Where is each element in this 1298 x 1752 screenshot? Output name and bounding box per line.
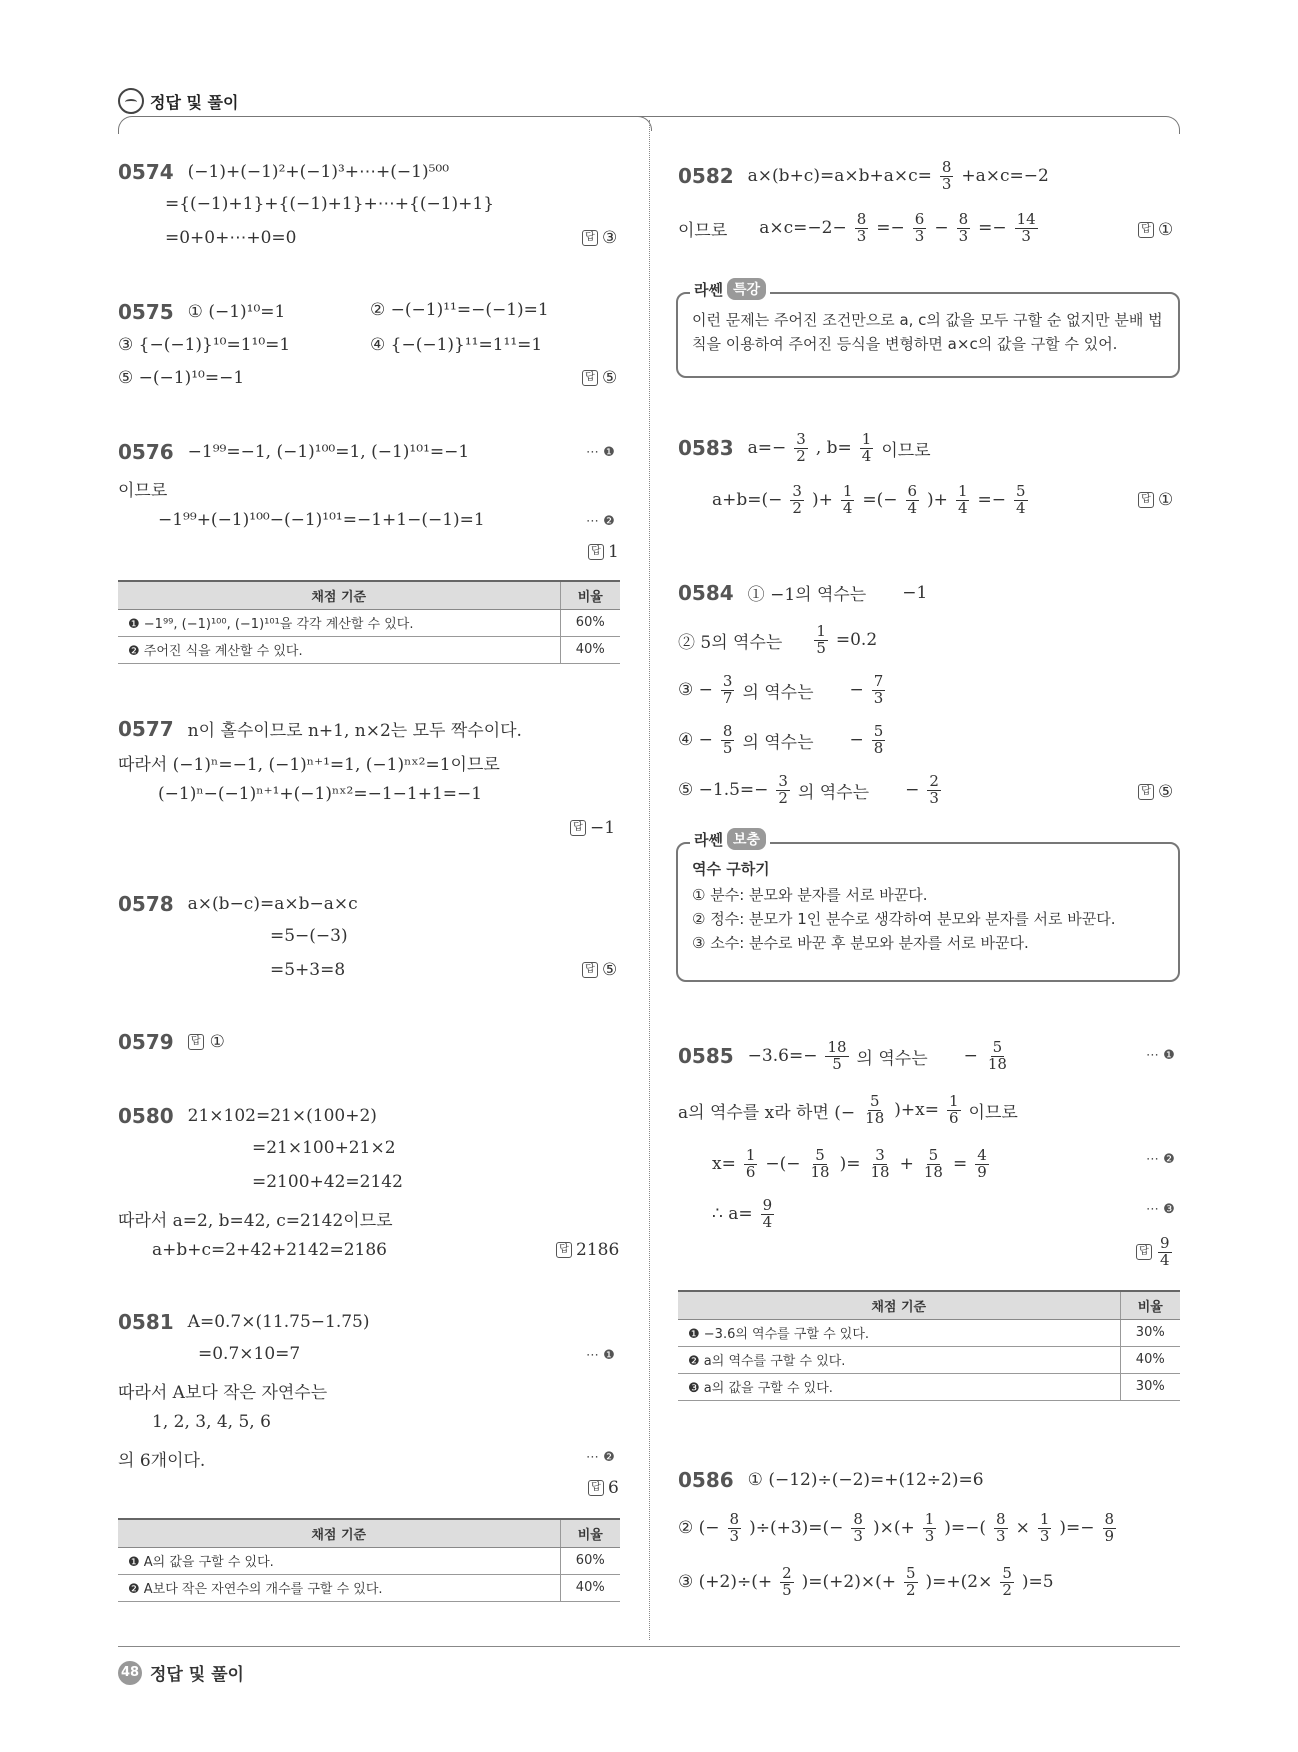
header <box>118 86 238 116</box>
answer-icon: 답 <box>1138 784 1154 800</box>
problem-number: 0582 <box>678 164 734 189</box>
frame-left <box>118 116 650 134</box>
note-text: 이런 문제는 주어진 조건만으로 a, c의 값을 모두 구할 순 없지만 분배 법칙을 이용하여 주어진 등식을 변형하면 a×c의 값을 구할 수 있어. <box>692 311 1163 353</box>
answer-icon: 답 <box>570 820 586 836</box>
line: ={(−1)+1}+{(−1)+1}+⋯+{(−1)+1} <box>165 194 495 214</box>
frame-right <box>650 116 1180 134</box>
line: 이므로 <box>118 481 168 501</box>
note-item: ② 정수: 분모가 1인 분수로 생각하여 분모와 분자를 서로 바꾼다. <box>692 910 1116 928</box>
line: =5−(−3) <box>270 926 348 946</box>
rubric-percent: 60% <box>560 1547 620 1574</box>
answer: 답 2186 <box>556 1240 619 1260</box>
answer: 답 ① <box>1138 490 1173 510</box>
problem-number: 0585 <box>678 1044 734 1069</box>
rubric-percent: 40% <box>560 1574 620 1601</box>
answer: 답 ⑤ <box>582 960 617 980</box>
line: a+b+c=2+42+2142=2186 <box>152 1240 387 1260</box>
item: ⑤ −(−1)¹⁰=−1 <box>118 368 245 388</box>
rubric-row: ❶ A의 값을 구할 수 있다. <box>118 1547 560 1574</box>
answer: 답 ③ <box>582 228 617 248</box>
note-supplement <box>676 830 1180 982</box>
answer-icon: 답 <box>582 370 598 386</box>
rubric-header: 채점 기준 <box>118 1519 560 1547</box>
problem-number: 0584 <box>678 580 734 605</box>
answer-icon: 답 <box>556 1242 572 1258</box>
rubric-row: ❷ a의 역수를 구할 수 있다. <box>678 1346 1120 1373</box>
step-marker: ⋯ ❸ <box>1146 1202 1175 1217</box>
answer-icon: 답 <box>188 1034 204 1050</box>
line: 따라서 (−1)ⁿ=−1, (−1)ⁿ⁺¹=1, (−1)ⁿˣ²=1이므로 <box>118 755 500 775</box>
answer: 답 $\frac{9}{4}$ <box>1136 1236 1174 1269</box>
rubric-row: ❷ A보다 작은 자연수의 개수를 구할 수 있다. <box>118 1574 560 1601</box>
line: a×(b+c)=a×b+a×c= <box>747 166 932 187</box>
line: (−1)ⁿ−(−1)ⁿ⁺¹+(−1)ⁿˣ²=−1−1+1=−1 <box>158 784 483 804</box>
step-marker: ⋯ ❷ <box>586 514 615 529</box>
problem-number: 0580 <box>118 1104 174 1128</box>
step-marker: ⋯ ❷ <box>1146 1152 1175 1167</box>
line: 따라서 a=2, b=42, c=2142이므로 <box>118 1211 393 1231</box>
rubric-row: ❶ −3.6의 역수를 구할 수 있다. <box>678 1319 1120 1346</box>
header-title: 정답 및 풀이 <box>150 92 239 112</box>
line: −1⁹⁹+(−1)¹⁰⁰−(−1)¹⁰¹=−1+1−(−1)=1 <box>158 510 485 530</box>
rubric-percent: 30% <box>1120 1319 1180 1346</box>
rubric-percent: 40% <box>1120 1346 1180 1373</box>
rubric-header: 채점 기준 <box>118 581 560 609</box>
item: ④ {−(−1)}¹¹=1¹¹=1 <box>370 335 543 355</box>
line: 1, 2, 3, 4, 5, 6 <box>152 1412 271 1432</box>
problem-number: 0586 <box>678 1468 734 1492</box>
rubric-header: 비율 <box>1120 1291 1180 1319</box>
line: 21×102=21×(100+2) <box>187 1106 377 1126</box>
answer-icon: 답 <box>1138 222 1154 238</box>
line: =2100+42=2142 <box>252 1172 403 1192</box>
footer <box>118 1660 244 1685</box>
answer: 답 −1 <box>570 818 615 838</box>
answer: 답 1 <box>588 542 619 562</box>
problem-number: 0581 <box>118 1310 174 1334</box>
page-number: 48 <box>118 1661 142 1685</box>
note-lecture <box>676 280 1180 378</box>
footer-rule <box>118 1646 1180 1647</box>
rubric-header: 채점 기준 <box>678 1291 1120 1319</box>
note-title: 역수 구하기 <box>692 860 770 878</box>
problem-number: 0576 <box>118 440 174 464</box>
rubric-header: 비율 <box>560 1519 620 1547</box>
rubric-percent: 40% <box>560 636 620 663</box>
problem-number: 0579 <box>118 1030 174 1054</box>
note-tag: 라쎈 특강 <box>690 278 770 300</box>
line: 이므로 <box>678 220 728 241</box>
column-divider <box>649 120 650 1640</box>
line: =21×100+21×2 <box>252 1138 396 1158</box>
rubric-row: ❶ −1⁹⁹, (−1)¹⁰⁰, (−1)¹⁰¹을 각각 계산할 수 있다. <box>118 609 560 636</box>
rubric-table <box>678 1290 1180 1401</box>
mascot-icon <box>118 88 144 114</box>
line: n이 홀수이므로 n+1, n×2는 모두 짝수이다. <box>187 721 522 741</box>
item: ② −(−1)¹¹=−(−1)=1 <box>370 300 549 320</box>
problem-number: 0574 <box>118 160 174 184</box>
answer: 답 ⑤ <box>1138 782 1173 802</box>
answer: 답 6 <box>588 1478 619 1498</box>
answer-icon: 답 <box>582 230 598 246</box>
line: 의 6개이다. <box>118 1451 206 1471</box>
step-marker: ⋯ ❶ <box>586 445 615 460</box>
fraction: $\frac{8}{3}$ <box>941 158 952 193</box>
item: ③ {−(−1)}¹⁰=1¹⁰=1 <box>118 335 291 355</box>
line: a×c=−2− <box>759 218 847 239</box>
problem-number: 0583 <box>678 436 734 461</box>
step-marker: ⋯ ❷ <box>586 1450 615 1465</box>
rubric-row: ❷ 주어진 식을 계산할 수 있다. <box>118 636 560 663</box>
answer-icon: 답 <box>588 544 604 560</box>
step-marker: ⋯ ❶ <box>586 1348 615 1363</box>
line: A=0.7×(11.75−1.75) <box>187 1312 370 1332</box>
problem-number: 0577 <box>118 716 174 741</box>
step-marker: ⋯ ❶ <box>1146 1048 1175 1063</box>
item: ① (−1)¹⁰=1 <box>187 302 286 322</box>
note-item: ① 분수: 분모와 분자를 서로 바꾼다. <box>692 886 928 904</box>
problem-number: 0578 <box>118 892 174 916</box>
answer: 답 ① <box>1138 220 1173 240</box>
rubric-row: ❸ a의 값을 구할 수 있다. <box>678 1373 1120 1400</box>
rubric-header: 비율 <box>560 581 620 609</box>
rubric-table <box>118 1518 620 1602</box>
line: a×(b−c)=a×b−a×c <box>187 894 358 914</box>
line: 따라서 A보다 작은 자연수는 <box>118 1383 328 1403</box>
line: =0+0+⋯+0=0 <box>165 228 297 248</box>
footer-title: 정답 및 풀이 <box>150 1665 244 1685</box>
line: (−1)+(−1)²+(−1)³+⋯+(−1)⁵⁰⁰ <box>187 162 450 182</box>
note-tag: 라쎈 보충 <box>690 828 770 850</box>
answer: 답 ⑤ <box>582 368 617 388</box>
line: −1⁹⁹=−1, (−1)¹⁰⁰=1, (−1)¹⁰¹=−1 <box>187 442 470 462</box>
note-item: ③ 소수: 분수로 바꾼 후 분모와 분자를 서로 바꾼다. <box>692 934 1029 952</box>
problem-number: 0575 <box>118 300 174 324</box>
answer-icon: 답 <box>1136 1244 1152 1260</box>
rubric-table <box>118 580 620 664</box>
line: =0.7×10=7 <box>198 1344 301 1364</box>
answer-icon: 답 <box>588 1480 604 1496</box>
rubric-percent: 30% <box>1120 1373 1180 1400</box>
rubric-percent: 60% <box>560 609 620 636</box>
line: +a×c=−2 <box>961 166 1049 187</box>
answer-icon: 답 <box>582 962 598 978</box>
line: =5+3=8 <box>270 960 346 980</box>
answer: ① <box>209 1032 225 1052</box>
answer-icon: 답 <box>1138 492 1154 508</box>
